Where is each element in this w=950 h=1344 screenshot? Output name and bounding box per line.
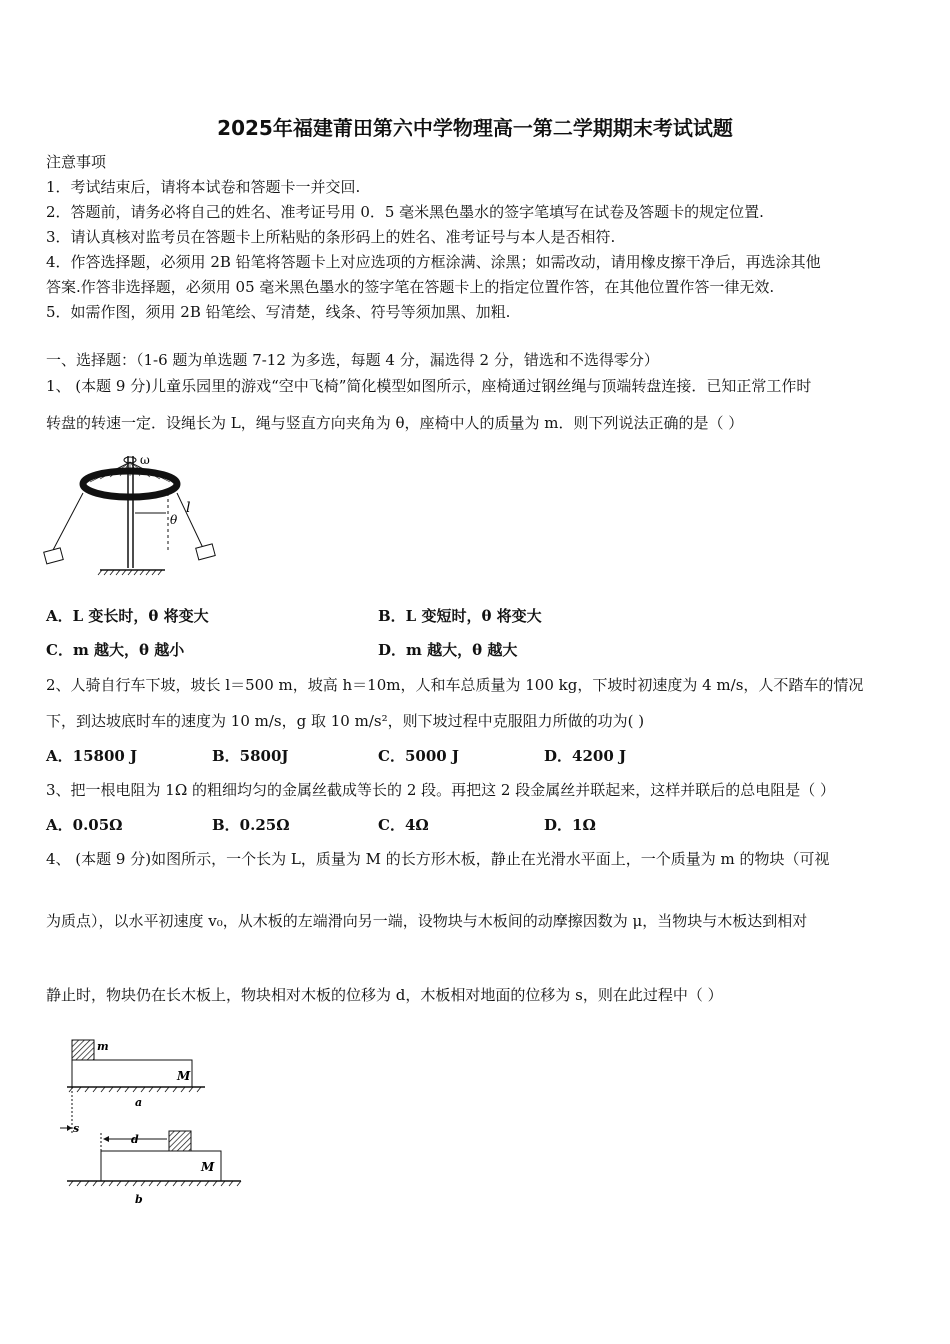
l-label: l [186, 500, 191, 516]
s-label: s [73, 1122, 80, 1135]
q2-stem-line1: 2、人骑自行车下坡，坡长 l＝500 m，坡高 h＝10m，人和车总质量为 100 kg，下坡时初速度为 4 m/s，人不踏车的情况 [46, 676, 864, 694]
omega-label: ω [140, 453, 150, 467]
a-label: a [135, 1096, 143, 1109]
q2-option-c: C．5000 J [378, 747, 460, 765]
q2-option-b: B．5800J [212, 747, 289, 765]
q4-stem-line3: 静止时，物块仍在长木板上，物块相对木板的位移为 d，木板相对地面的位移为 s，则在此过程中（ ） [46, 986, 723, 1004]
q3-option-d: D．1Ω [544, 816, 596, 834]
M-label-top: M [177, 1069, 191, 1083]
q1-option-c: C．m 越大，θ 越小 [46, 641, 185, 659]
q1-option-a: A．L 变长时，θ 将变大 [46, 607, 209, 625]
q4-stem-line2: 为质点），以水平初速度 v₀，从木板的左端滑向另一端，设物块与木板间的动摩擦因数为 μ，当物块与木板达到相对 [46, 912, 808, 930]
notice-item: 答案.作答非选择题，必须用 05 毫米黑色墨水的签字笔在答题卡上的指定位置作答，在其他位置作答一律无效. [46, 278, 775, 296]
q3-stem: 3、把一根电阻为 1Ω 的粗细均匀的金属丝截成等长的 2 段。再把这 2 段金属丝并联起来，这样并联后的总电阻是（ ） [46, 781, 835, 799]
notice-item: 2．答题前，请务必将自己的姓名、准考证号用 0．5 毫米黑色墨水的签字笔填写在试卷及答题卡的规定位置. [46, 203, 764, 221]
q2-option-a: A．15800 J [46, 747, 138, 765]
notice-heading: 注意事项 [46, 153, 107, 171]
q1-figure [40, 448, 230, 578]
q2-option-d: D．4200 J [544, 747, 627, 765]
q4-stem-line1: 4、 (本题 9 分)如图所示，一个长为 L，质量为 M 的长方形木板，静止在光滑水平面上，一个质量为 m 的物块（可视 [46, 850, 830, 868]
q1-option-d: D．m 越大，θ 越大 [378, 641, 518, 659]
q4-figure [55, 1035, 255, 1215]
q3-option-a: A．0.05Ω [46, 816, 123, 834]
notice-item: 5．如需作图，须用 2B 铅笔绘、写清楚，线条、符号等须加黑、加粗. [46, 303, 511, 321]
notice-item: 4．作答选择题，必须用 2B 铅笔将答题卡上对应选项的方框涂满、涂黑；如需改动，请用橡皮擦干净后，再选涂其他 [46, 253, 821, 271]
d-label: d [131, 1133, 139, 1146]
q3-option-b: B．0.25Ω [212, 816, 290, 834]
q1-stem-line2: 转盘的转速一定．设绳长为 L，绳与竖直方向夹角为 θ，座椅中人的质量为 m．则下列说法正确的是（ ） [46, 414, 744, 432]
b-label: b [135, 1193, 143, 1206]
M-label-bottom: M [201, 1160, 215, 1174]
q1-stem-line1: 1、 (本题 9 分)儿童乐园里的游戏“空中飞椅”简化模型如图所示，座椅通过钢丝绳与顶端转盘连接．已知正常工作时 [46, 377, 812, 395]
q3-option-c: C．4Ω [378, 816, 429, 834]
section-heading: 一、选择题：（1-6 题为单选题 7-12 为多选，每题 4 分，漏选得 2 分，错选和不选得零分） [46, 351, 659, 369]
notice-item: 1．考试结束后，请将本试卷和答题卡一并交回. [46, 178, 361, 196]
notice-item: 3．请认真核对监考员在答题卡上所粘贴的条形码上的姓名、准考证号与本人是否相符. [46, 228, 616, 246]
m-label: m [97, 1040, 109, 1053]
page-title: 2025年福建莆田第六中学物理高一第二学期期末考试试题 [217, 116, 733, 140]
q1-option-b: B．L 变短时，θ 将变大 [378, 607, 542, 625]
q2-stem-line2: 下，到达坡底时车的速度为 10 m/s，g 取 10 m/s²，则下坡过程中克服阻力所做的功为( ) [46, 712, 645, 730]
theta-label: θ [170, 513, 178, 527]
